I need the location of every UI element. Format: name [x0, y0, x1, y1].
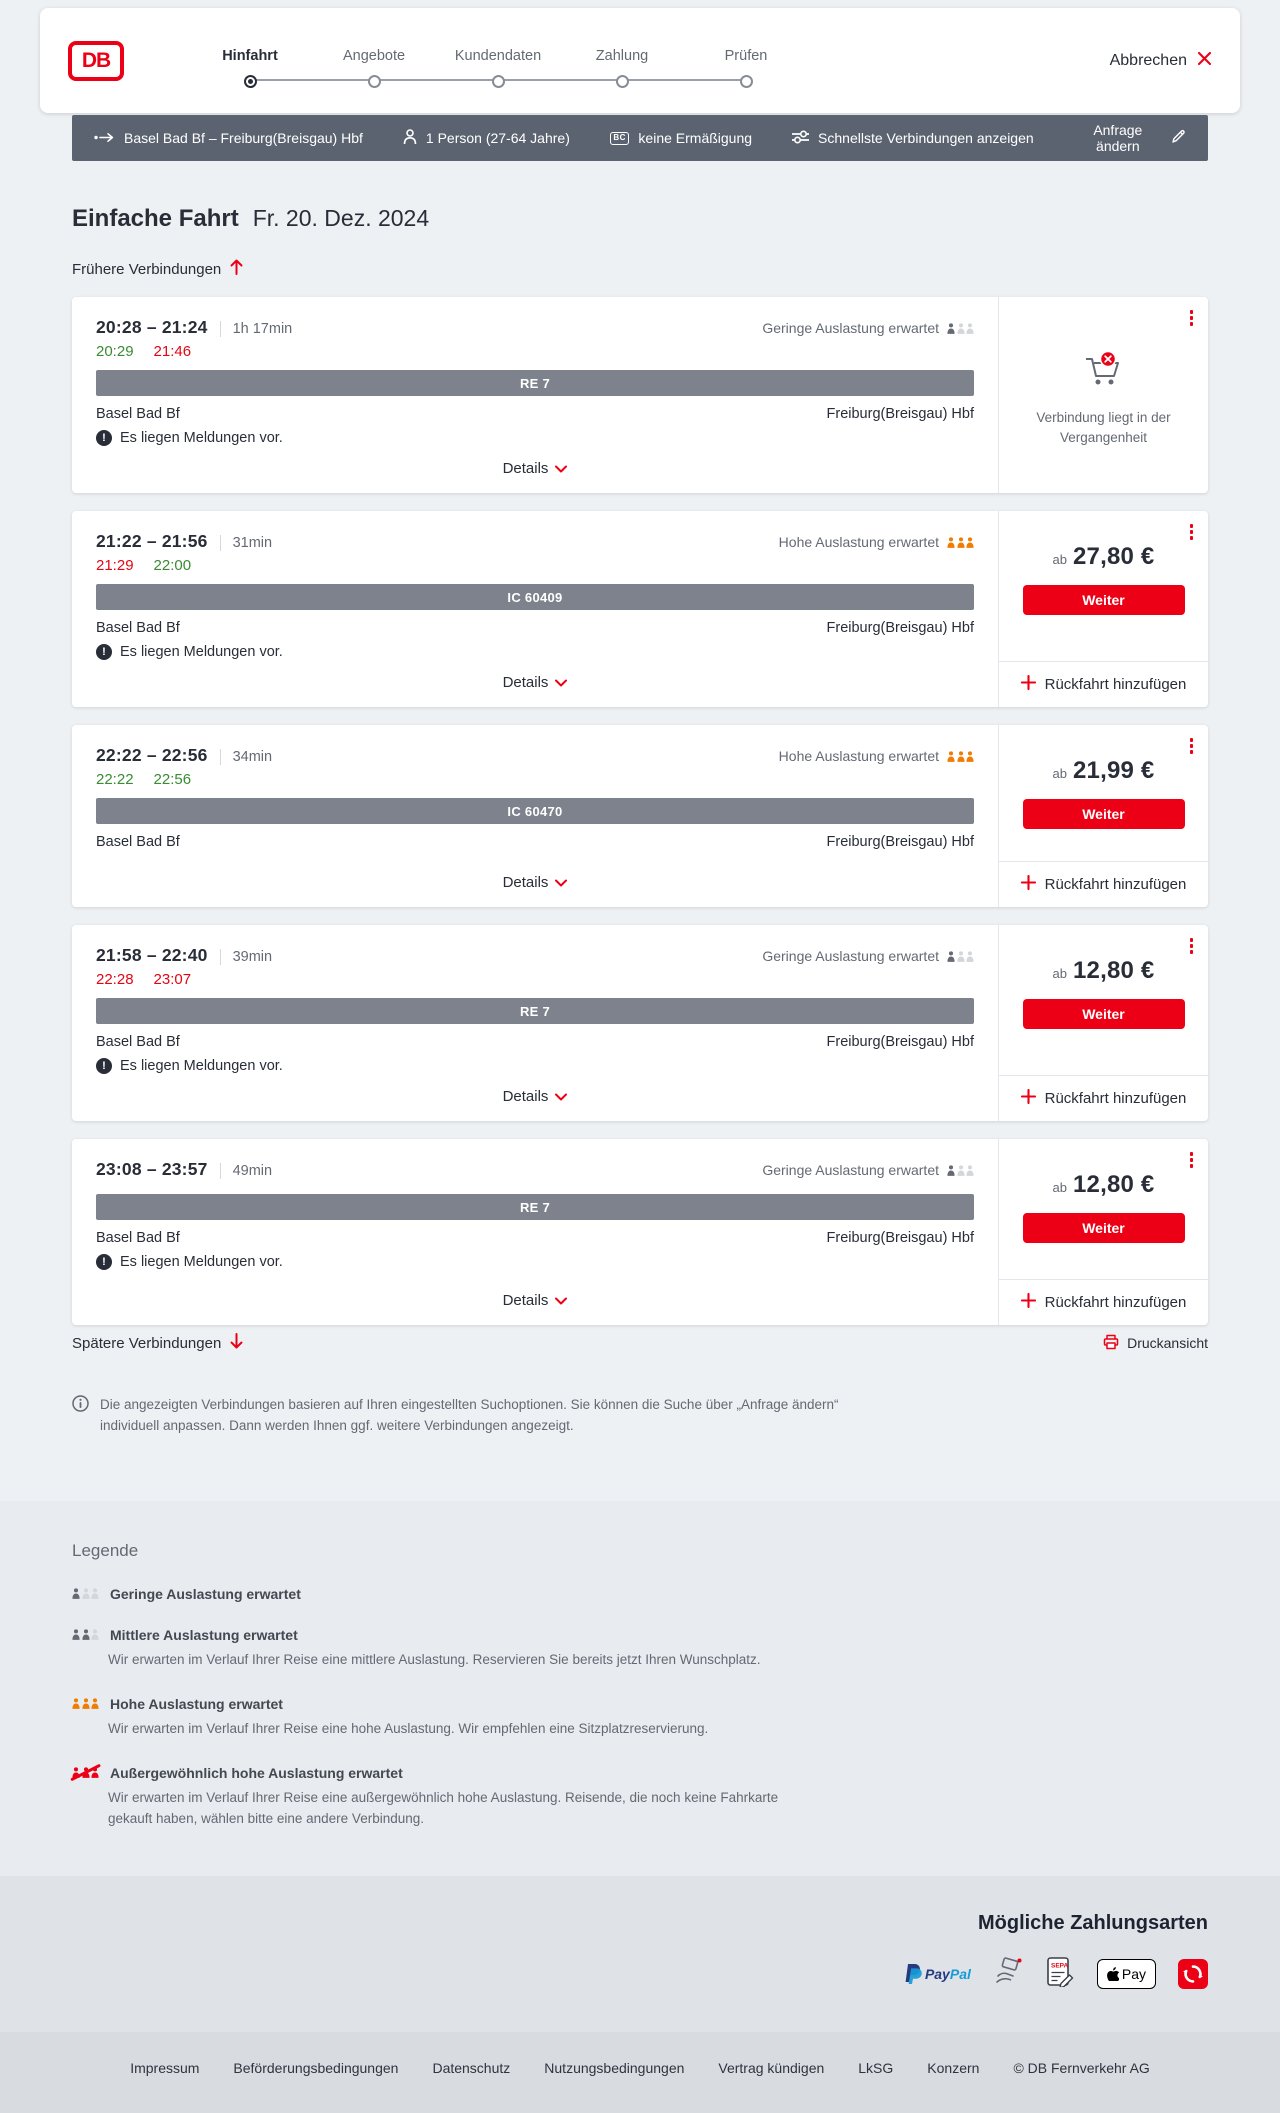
payment-icons — [72, 1957, 1208, 1992]
step-label: Kundendaten — [454, 47, 542, 64]
details-label: Details — [502, 1292, 549, 1309]
duration: 31min — [220, 535, 273, 551]
step-label: Prüfen — [724, 47, 768, 64]
occupancy-indicator — [779, 748, 974, 764]
payment-methods-title: Mögliche Zahlungsarten — [977, 1911, 1208, 1934]
occupancy-indicator — [762, 948, 974, 964]
more-options-button[interactable] — [1187, 1149, 1197, 1171]
step-pruefen — [684, 48, 808, 88]
origin-station: Basel Bad Bf — [96, 406, 180, 422]
connection-offer-panel — [998, 297, 1208, 493]
paypal-icon: PayPal — [905, 1964, 971, 1984]
cart-unavailable-icon — [1082, 351, 1126, 394]
destination-station: Freiburg(Breisgau) Hbf — [826, 1230, 974, 1246]
results-heading — [72, 205, 1208, 233]
info-text: Die angezeigten Verbindungen basieren auf Ihren eingestellten Suchoptionen. Sie können die Suche über „Anfrage ändern“ individuell anpassen. Dann werden Ihnen ggf. weitere Verbindungen angezeigt. — [100, 1397, 839, 1433]
connection-main — [72, 511, 998, 707]
duration: 1h 17min — [220, 321, 293, 337]
price-prefix: ab — [1052, 552, 1067, 567]
connection-offer-panel — [998, 1139, 1208, 1325]
svg-text:SEPA: SEPA — [1050, 1962, 1069, 1970]
occupancy-label: Geringe Auslastung erwartet — [762, 948, 939, 964]
step-dot-icon — [492, 75, 505, 88]
plus-icon — [1021, 875, 1036, 894]
footer-link-datenschutz[interactable]: Datenschutz — [432, 2059, 511, 2076]
train-label: RE 7 — [96, 998, 974, 1024]
occupancy-label: Geringe Auslastung erwartet — [762, 320, 939, 336]
footer-link-lksg[interactable]: LkSG — [858, 2059, 894, 2076]
sort-option[interactable] — [792, 130, 1034, 147]
info-icon — [72, 1395, 89, 1437]
add-return-trip-button[interactable] — [1021, 875, 1187, 894]
printer-icon — [1103, 1334, 1119, 1353]
details-label: Details — [502, 460, 549, 477]
edit-search-label: Anfrage ändern — [1093, 122, 1143, 154]
realtime-times — [96, 557, 974, 574]
later-connections-link[interactable] — [72, 1333, 243, 1353]
origin-station: Basel Bad Bf — [96, 620, 180, 636]
connection-card-4 — [72, 925, 1208, 1121]
legend-description: Wir erwarten im Verlauf Ihrer Reise eine hohe Auslastung. Wir empfehlen eine Sitzplatzreservierung. — [108, 1720, 709, 1736]
edit-search-button[interactable] — [1074, 122, 1186, 154]
legend-description: Wir erwarten im Verlauf Ihrer Reise eine mittlere Auslastung. Reservieren Sie bereits jetzt Ihren Wunschplatz. — [108, 1651, 761, 1667]
duration: 39min — [220, 949, 273, 965]
arrow-up-icon — [230, 259, 243, 279]
footer-link-vertrag-kuendigen[interactable]: Vertrag kündigen — [718, 2059, 825, 2076]
realtime-departure: 22:22 — [96, 771, 134, 788]
connection-main — [72, 297, 998, 493]
add-return-trip-button[interactable] — [1021, 1293, 1187, 1312]
legend-item-high — [72, 1696, 1208, 1740]
header-card — [40, 8, 1240, 113]
realtime-arrival: 21:46 — [153, 343, 192, 360]
later-connections-label: Spätere Verbindungen — [72, 1334, 222, 1352]
price-prefix: ab — [1052, 766, 1067, 781]
occupancy-high-icon — [72, 1698, 100, 1709]
step-label: Zahlung — [595, 47, 649, 64]
realtime-arrival: 22:00 — [153, 557, 192, 574]
step-label: Hinfahrt — [222, 47, 278, 64]
occupancy-medium-icon — [72, 1629, 100, 1640]
checkout-stepper — [188, 34, 808, 88]
step-kundendaten — [436, 48, 560, 88]
chevron-down-icon — [555, 1292, 567, 1309]
more-options-button[interactable] — [1187, 935, 1197, 957]
print-view-label: Druckansicht — [1127, 1335, 1208, 1351]
apple-pay-icon: Pay — [1097, 1959, 1156, 1989]
duration: 34min — [220, 749, 273, 765]
footer-links — [0, 2060, 1280, 2076]
details-toggle[interactable] — [493, 866, 578, 899]
notice-text: Es liegen Meldungen vor. — [120, 430, 283, 446]
realtime-arrival: 22:56 — [153, 771, 192, 788]
occupancy-low-icon — [72, 1588, 100, 1599]
occupancy-high-icon — [947, 751, 974, 762]
footer-link-konzern[interactable]: Konzern — [927, 2059, 980, 2076]
search-info-note — [72, 1395, 1208, 1501]
legend-label: Außergewöhnlich hohe Auslastung erwartet — [110, 1764, 403, 1781]
discount-summary — [610, 130, 752, 146]
scheduled-times: 21:58 – 22:40 — [96, 945, 208, 965]
pencil-icon — [1171, 129, 1186, 147]
occupancy-label: Geringe Auslastung erwartet — [762, 1162, 939, 1178]
train-label: RE 7 — [96, 370, 974, 396]
connection-list — [72, 297, 1208, 1325]
bahncard-icon: BC — [610, 132, 630, 145]
connection-offer-panel — [998, 511, 1208, 707]
step-dot-icon — [740, 75, 753, 88]
realtime-times — [96, 343, 974, 360]
occupancy-very-high-icon — [72, 1767, 100, 1778]
travel-date: Fr. 20. Dez. 2024 — [252, 205, 430, 231]
realtime-times — [96, 971, 974, 988]
alert-icon: ! — [96, 430, 112, 446]
alert-icon: ! — [96, 644, 112, 660]
search-summary-bar — [72, 115, 1208, 161]
add-return-label: Rückfahrt hinzufügen — [1044, 1294, 1187, 1311]
add-return-trip-button[interactable] — [1021, 675, 1187, 694]
copyright-text: © DB Fernverkehr AG — [1013, 2059, 1150, 2076]
connection-main — [72, 725, 998, 907]
occupancy-low-icon — [947, 951, 974, 962]
occupancy-low-icon — [947, 1165, 974, 1176]
results-content — [72, 161, 1208, 1501]
past-connection-message: Verbindung liegt in der Vergangenheit — [1036, 410, 1171, 445]
price: 12,80 € — [1072, 957, 1155, 984]
route-summary — [94, 130, 363, 146]
connection-offer-panel — [998, 725, 1208, 907]
arrow-down-icon — [230, 1333, 243, 1353]
cancel-button[interactable] — [1110, 51, 1212, 71]
add-return-trip-button[interactable] — [1021, 1089, 1187, 1108]
details-label: Details — [502, 1088, 549, 1105]
sort-text: Schnellste Verbindungen anzeigen — [818, 130, 1034, 146]
scheduled-times: 22:22 – 22:56 — [96, 745, 208, 765]
connection-card-2 — [72, 511, 1208, 707]
print-view-button[interactable] — [1103, 1334, 1208, 1353]
step-dot-active-icon — [244, 75, 257, 88]
more-options-button[interactable] — [1187, 735, 1197, 757]
realtime-arrival: 23:07 — [153, 971, 192, 988]
legend-label: Mittlere Auslastung erwartet — [110, 1626, 298, 1643]
connection-main — [72, 1139, 998, 1325]
notice-text: Es liegen Meldungen vor. — [120, 1058, 283, 1074]
legend-label: Hohe Auslastung erwartet — [110, 1695, 283, 1712]
cancel-label: Abbrechen — [1109, 51, 1187, 69]
sepa-mandate-icon — [1047, 1957, 1075, 1992]
details-toggle[interactable] — [493, 666, 578, 699]
occupancy-indicator — [779, 534, 974, 550]
continue-button[interactable]: Weiter — [1023, 799, 1185, 829]
legend-title: Legende — [72, 1540, 139, 1560]
price-prefix: ab — [1052, 1180, 1067, 1195]
footer-link-nutzungsbedingungen[interactable]: Nutzungsbedingungen — [544, 2059, 685, 2076]
step-zahlung — [560, 48, 684, 88]
price: 21,99 € — [1072, 757, 1155, 784]
train-label: IC 60409 — [96, 584, 974, 610]
realtime-departure: 21:29 — [96, 557, 134, 574]
notice-text: Es liegen Meldungen vor. — [120, 1254, 283, 1270]
alert-icon: ! — [96, 1254, 112, 1270]
chevron-down-icon — [555, 874, 567, 891]
legend-item-medium — [72, 1627, 1208, 1671]
route-text: Basel Bad Bf – Freiburg(Breisgau) Hbf — [124, 130, 363, 146]
one-way-arrow-icon — [94, 130, 115, 146]
notice-text: Es liegen Meldungen vor. — [120, 644, 283, 660]
connection-card-3 — [72, 725, 1208, 907]
trip-type-title: Einfache Fahrt — [72, 205, 239, 232]
details-toggle[interactable] — [493, 1080, 578, 1113]
chevron-down-icon — [555, 674, 567, 691]
occupancy-label: Hohe Auslastung erwartet — [778, 748, 939, 764]
price-prefix: ab — [1052, 966, 1067, 981]
bahnbonus-icon — [1178, 1959, 1208, 1989]
chevron-down-icon — [555, 1088, 567, 1105]
details-label: Details — [502, 674, 549, 691]
price: 27,80 € — [1072, 543, 1155, 570]
continue-button[interactable]: Weiter — [1023, 999, 1185, 1029]
plus-icon — [1021, 1293, 1036, 1312]
scheduled-times: 20:28 – 21:24 — [96, 317, 208, 337]
connection-card-1 — [72, 297, 1208, 493]
sliders-icon — [792, 130, 809, 147]
legend-description: Wir erwarten im Verlauf Ihrer Reise eine außergewöhnlich hohe Auslastung. Reisende, die noch keine Fahrkarte gekauft haben, wählen bitte eine andere Verbindung. — [108, 1789, 779, 1826]
plus-icon — [1021, 675, 1036, 694]
add-return-label: Rückfahrt hinzufügen — [1044, 1090, 1187, 1107]
realtime-times — [96, 771, 974, 788]
origin-station: Basel Bad Bf — [96, 1230, 180, 1246]
step-dot-icon — [616, 75, 629, 88]
details-toggle[interactable] — [493, 1284, 578, 1317]
header — [0, 0, 1280, 113]
train-label: RE 7 — [96, 1194, 974, 1220]
chevron-down-icon — [555, 460, 567, 477]
footer-link-befoerderungsbedingungen[interactable]: Beförderungsbedingungen — [233, 2059, 399, 2076]
more-options-button[interactable] — [1187, 307, 1197, 329]
continue-button[interactable]: Weiter — [1023, 585, 1185, 615]
realtime-departure: 20:29 — [96, 343, 134, 360]
credit-card-hand-icon — [993, 1957, 1025, 1992]
realtime-departure: 22:28 — [96, 971, 134, 988]
train-label: IC 60470 — [96, 798, 974, 824]
db-logo: DB — [68, 41, 124, 81]
scheduled-times: 23:08 – 23:57 — [96, 1159, 208, 1179]
add-return-label: Rückfahrt hinzufügen — [1044, 676, 1187, 693]
details-toggle[interactable] — [493, 452, 578, 485]
earlier-connections-label: Frühere Verbindungen — [72, 260, 222, 278]
destination-station: Freiburg(Breisgau) Hbf — [826, 620, 974, 636]
add-return-label: Rückfahrt hinzufügen — [1044, 876, 1187, 893]
connection-main — [72, 925, 998, 1121]
legend-section — [0, 1501, 1280, 1876]
occupancy-label: Hohe Auslastung erwartet — [778, 534, 939, 550]
duration: 49min — [220, 1163, 273, 1179]
origin-station: Basel Bad Bf — [96, 1034, 180, 1050]
footer-link-impressum[interactable]: Impressum — [130, 2059, 200, 2076]
payment-methods-section — [0, 1876, 1280, 2032]
step-label: Angebote — [342, 47, 406, 64]
legend-item-very-high — [72, 1765, 1208, 1830]
occupancy-high-icon — [947, 537, 974, 548]
origin-station: Basel Bad Bf — [96, 834, 180, 850]
alert-icon: ! — [96, 1058, 112, 1074]
destination-station: Freiburg(Breisgau) Hbf — [826, 406, 974, 422]
destination-station: Freiburg(Breisgau) Hbf — [826, 1034, 974, 1050]
legend-label: Geringe Auslastung erwartet — [110, 1585, 301, 1602]
close-icon — [1197, 51, 1212, 71]
scheduled-times: 21:22 – 21:56 — [96, 531, 208, 551]
step-dot-icon — [368, 75, 381, 88]
legend-item-low — [72, 1586, 1208, 1602]
person-icon — [403, 129, 417, 147]
occupancy-indicator — [762, 320, 974, 336]
step-angebote — [312, 48, 436, 88]
occupancy-indicator — [762, 1162, 974, 1178]
more-options-button[interactable] — [1187, 521, 1197, 543]
travelers-text: 1 Person (27-64 Jahre) — [425, 130, 570, 146]
plus-icon — [1021, 1089, 1036, 1108]
connection-offer-panel — [998, 925, 1208, 1121]
details-label: Details — [502, 874, 549, 891]
continue-button[interactable]: Weiter — [1023, 1213, 1185, 1243]
earlier-connections-link[interactable] — [72, 259, 243, 279]
discount-text: keine Ermäßigung — [638, 130, 753, 146]
destination-station: Freiburg(Breisgau) Hbf — [826, 834, 974, 850]
travelers-summary — [403, 129, 570, 147]
price: 12,80 € — [1072, 1171, 1155, 1198]
occupancy-low-icon — [947, 323, 974, 334]
step-hinfahrt[interactable] — [188, 48, 312, 88]
connection-card-5 — [72, 1139, 1208, 1325]
